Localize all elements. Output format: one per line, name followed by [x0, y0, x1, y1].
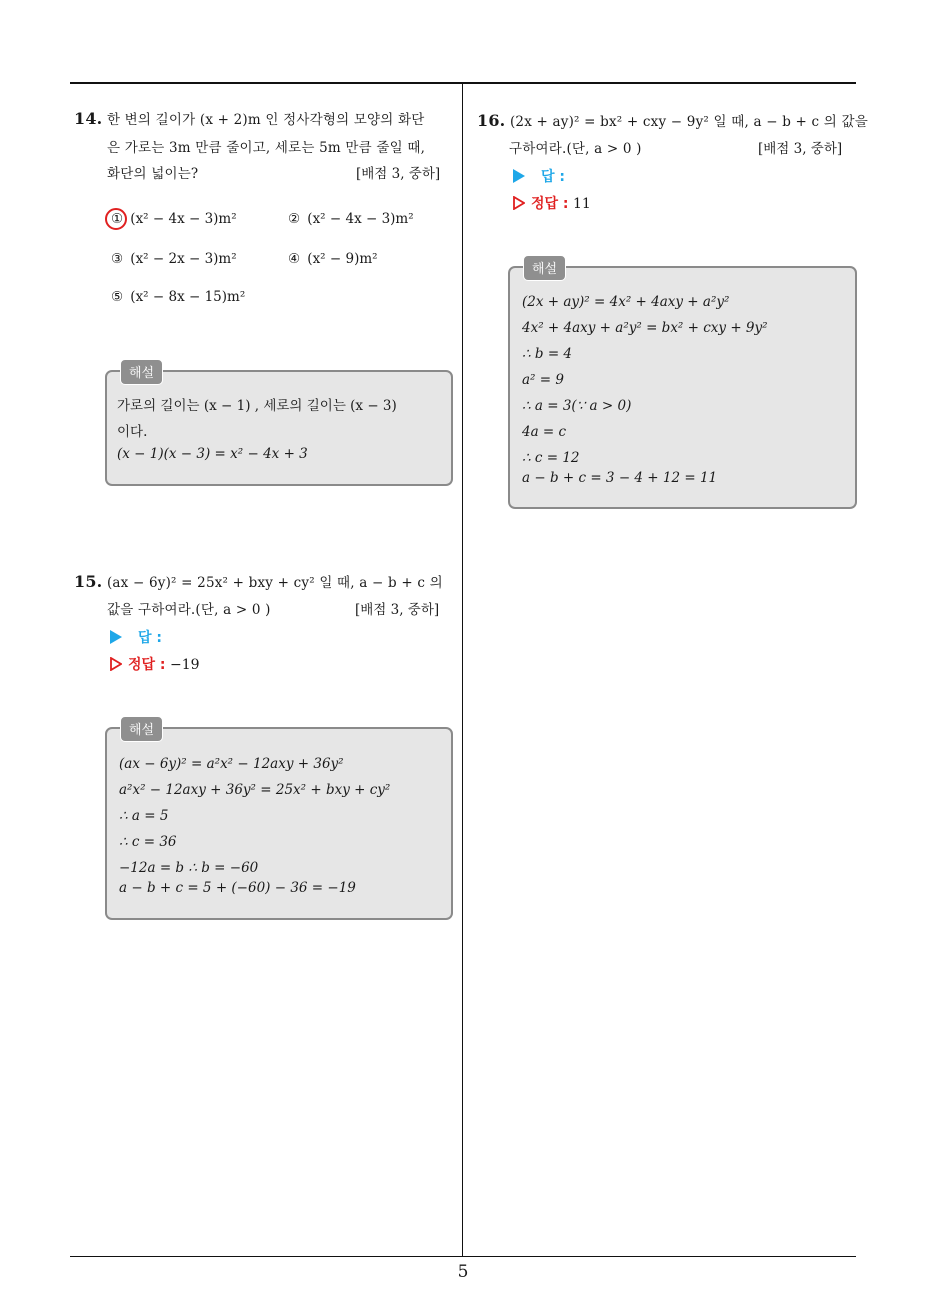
solution-14-line-3: (x − 1)(x − 3) = x² − 4x + 3: [117, 446, 308, 462]
choice-3[interactable]: ③ (x² − 2x − 3)m²: [110, 251, 237, 267]
answer-line-16: 답 :: [513, 166, 565, 186]
problem-15-line-2: 값을 구하여라.(단, a > 0 ): [107, 602, 271, 618]
solution-tab-14: 해설: [120, 359, 163, 385]
solution-16-line-4: a² = 9: [522, 372, 564, 388]
solution-tab-16: 해설: [523, 255, 566, 281]
solution-14-line-1: 가로의 길이는 (x − 1) , 세로의 길이는 (x − 3): [117, 398, 397, 414]
page-number: 5: [457, 1262, 469, 1282]
solution-16-line-7: ∴ c = 12: [522, 450, 580, 466]
problem-14-line-1: 14. 한 변의 길이가 (x + 2)m 인 정사각형의 모양의 화단: [74, 109, 425, 128]
outline-triangle-icon: [513, 196, 525, 210]
choice-2[interactable]: ② (x² − 4x − 3)m²: [287, 211, 414, 227]
choice-4[interactable]: ④ (x² − 9)m²: [287, 251, 378, 267]
solution-tab-15: 해설: [120, 716, 163, 742]
problem-14-line-2: 은 가로는 3m 만큼 줄이고, 세로는 5m 만큼 줄일 때,: [107, 140, 426, 156]
bottom-rule: [70, 1256, 856, 1257]
solution-16-line-5: ∴ a = 3(∵ a > 0): [522, 398, 632, 414]
solution-15-line-6: a − b + c = 5 + (−60) − 36 = −19: [119, 880, 356, 896]
problem-14-line-3: 화단의 넓이는?: [107, 166, 199, 182]
solution-16-line-2: 4x² + 4axy + a²y² = bx² + cxy + 9y²: [522, 320, 768, 336]
problem-14-number: 14.: [74, 109, 103, 128]
solution-15-line-4: ∴ c = 36: [119, 834, 177, 850]
solution-16-line-3: ∴ b = 4: [522, 346, 573, 362]
problem-15-number: 15.: [74, 572, 103, 591]
problem-14-score-tag: [배점 3, 중하]: [356, 166, 441, 182]
solution-box-14: [105, 370, 453, 486]
answer-line-15: 답 :: [110, 627, 162, 647]
problem-16-line-1: 16. (2x + ay)² = bx² + cxy − 9y² 일 때, a − b + c 의 값을: [477, 111, 869, 130]
outline-triangle-icon: [110, 657, 122, 671]
column-divider: [462, 84, 463, 1256]
solution-14-line-2: 이다.: [117, 424, 148, 440]
solution-16-line-8: a − b + c = 3 − 4 + 12 = 11: [522, 470, 718, 486]
problem-16-score-tag: [배점 3, 중하]: [758, 141, 843, 157]
choice-5[interactable]: ⑤ (x² − 8x − 15)m²: [110, 289, 246, 305]
solution-15-line-3: ∴ a = 5: [119, 808, 169, 824]
solution-15-line-5: −12a = b ∴ b = −60: [119, 860, 259, 876]
correct-answer-line-16: 정답 : 11: [513, 193, 591, 213]
solution-16-line-1: (2x + ay)² = 4x² + 4axy + a²y²: [522, 294, 730, 310]
solution-15-line-2: a²x² − 12axy + 36y² = 25x² + bxy + cy²: [119, 782, 391, 798]
play-triangle-icon: [513, 169, 525, 183]
correct-answer-line-15: 정답 : −19: [110, 654, 200, 674]
problem-15-score-tag: [배점 3, 중하]: [355, 602, 440, 618]
problem-16-line-2: 구하여라.(단, a > 0 ): [509, 141, 642, 157]
problem-15-line-1: 15. (ax − 6y)² = 25x² + bxy + cy² 일 때, a − b + c 의: [74, 572, 443, 591]
problem-16-number: 16.: [477, 111, 506, 130]
solution-15-line-1: (ax − 6y)² = a²x² − 12axy + 36y²: [119, 756, 344, 772]
solution-16-line-6: 4a = c: [522, 424, 567, 440]
top-rule: [70, 82, 856, 84]
play-triangle-icon: [110, 630, 122, 644]
choice-1[interactable]: ① (x² − 4x − 3)m²: [110, 211, 237, 227]
